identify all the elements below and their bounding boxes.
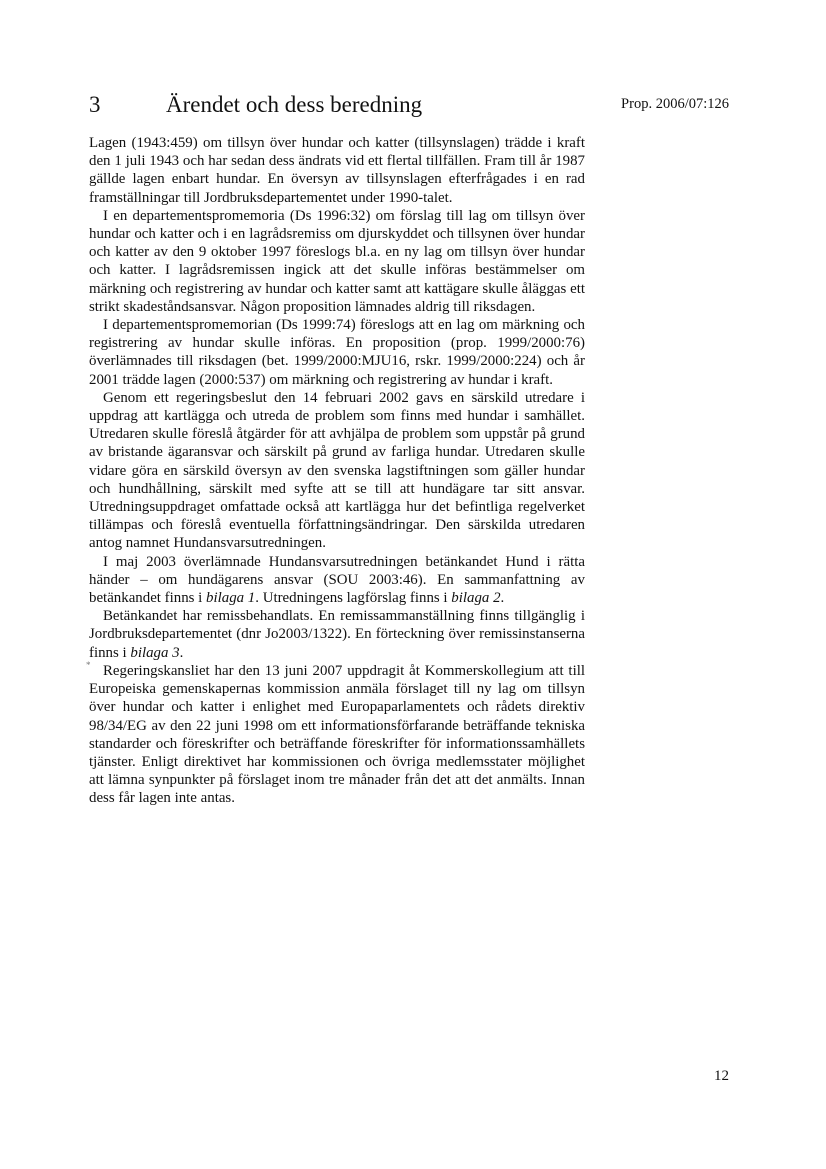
- appendix-reference: bilaga 3: [130, 644, 180, 661]
- paragraph: [89, 207, 585, 316]
- page-number: 12: [714, 1068, 729, 1084]
- appendix-reference: bilaga 1: [206, 590, 256, 607]
- paragraph: [89, 134, 585, 207]
- paragraph-text: I departementspromemorian (Ds 1999:74) föreslogs att en lag om märkning och registrering av hundar skulle införas. En proposition (prop. 1999/2000:76) överlämnades till riksdagen (bet. 1999/2000:MJU16, rskr. 1999/2000:224) och år 2001 trädde lagen (2000:537) om märkning och registrering av hundar i kraft.: [89, 317, 585, 388]
- paragraph-text: Betänkandet har remissbehandlats. En remissammanställning finns tillgänglig i Jordbruksdepartementet (dnr Jo2003/1322). En förteckning över remissinstanserna finns i: [89, 608, 585, 661]
- paragraph-text: .: [179, 644, 184, 661]
- section-title: Ärendet och dess beredning: [166, 92, 423, 117]
- paragraph-text: I en departementspromemoria (Ds 1996:32) om förslag till lag om tillsyn över hundar och katter och i en lagrådsremiss om djurskyddet och tillsynen över hundar och katter av den 9 oktober 1997 föreslogs bl.a. en ny lag om tillsyn över hundar och katter. I lagrådsremissen ingick att det skulle införas bestämmelser om märkning och registrering av hundar och katter samt att kattägare skulle åläggas ett strikt skadeståndsansvar. Någon proposition lämnades aldrig till riksdagen.: [89, 207, 585, 315]
- paragraph: [89, 553, 585, 608]
- paragraph-text: Lagen (1943:459) om tillsyn över hundar och katter (tillsynslagen) trädde i kraft den 1 juli 1943 och har sedan dess ändrats vid ett flertal tillfällen. Fram till år 1987 gällde lagen enbart hundar. En översyn av tillsynslagen efterfrågades i en rad framställningar till Jordbruksdepartementet under 1990-talet.: [89, 135, 585, 206]
- section-number: 3: [89, 92, 101, 117]
- proposition-reference: Prop. 2006/07:126: [621, 96, 729, 112]
- scan-mark: *: [86, 660, 91, 670]
- paragraph: [89, 389, 585, 553]
- paragraph: [89, 662, 585, 808]
- paragraph: [89, 316, 585, 389]
- page-header: [89, 92, 729, 128]
- body-text: [89, 134, 585, 808]
- paragraph-text: Regeringskansliet har den 13 juni 2007 uppdragit åt Kommerskollegium att till Europeiska gemenskapernas kommission anmäla förslaget till ny lag om tillsyn över hundar och katter i enlighet med Europaparlamentets och rådets direktiv 98/34/EG av den 22 juni 1998 om ett informationsförfarande beträffande tekniska standarder och föreskrifter och beträffande föreskrifter för informationssamhällets tjänster. Enligt direktivet har kommissionen och övriga medlemsstater möjlighet att lämna synpunkter på förslaget inom tre månader från det att det anmälts. Innan dess får lagen inte antas.: [89, 662, 585, 807]
- appendix-reference: bilaga 2: [451, 590, 501, 607]
- paragraph-text: I maj 2003 överlämnade Hundansvarsutredningen betänkandet Hund i rätta händer – om hundägarens ansvar (SOU 2003:46). En sammanfattning av betänkandet finns i: [89, 553, 585, 607]
- paragraph-text: Genom ett regeringsbeslut den 14 februari 2002 gavs en särskild utredare i uppdrag att kartlägga och utreda de problem som finns med hundar i samhället. Utredaren skulle föreslå åtgärder för att avhjälpa de problem som uppstår på grund av bristande ägaransvar och särskilt på grund av farliga hundar. Utredaren skulle vidare göra en särskild översyn av den svenska lagstiftningen som gäller hundar och hundhållning, särskilt med syfte att se till att hundägare tar sitt ansvar. Utredningsuppdraget omfattade också att kartlägga hur det befintliga regelverket tillämpas och föreslå eventuella författningsändringar. Den särskilda utredaren antog namnet Hundansvarsutredningen.: [89, 389, 585, 552]
- paragraph-text: . Utredningens lagförslag finns i: [255, 590, 452, 607]
- paragraph: [89, 607, 585, 662]
- paragraph-text: .: [500, 590, 505, 607]
